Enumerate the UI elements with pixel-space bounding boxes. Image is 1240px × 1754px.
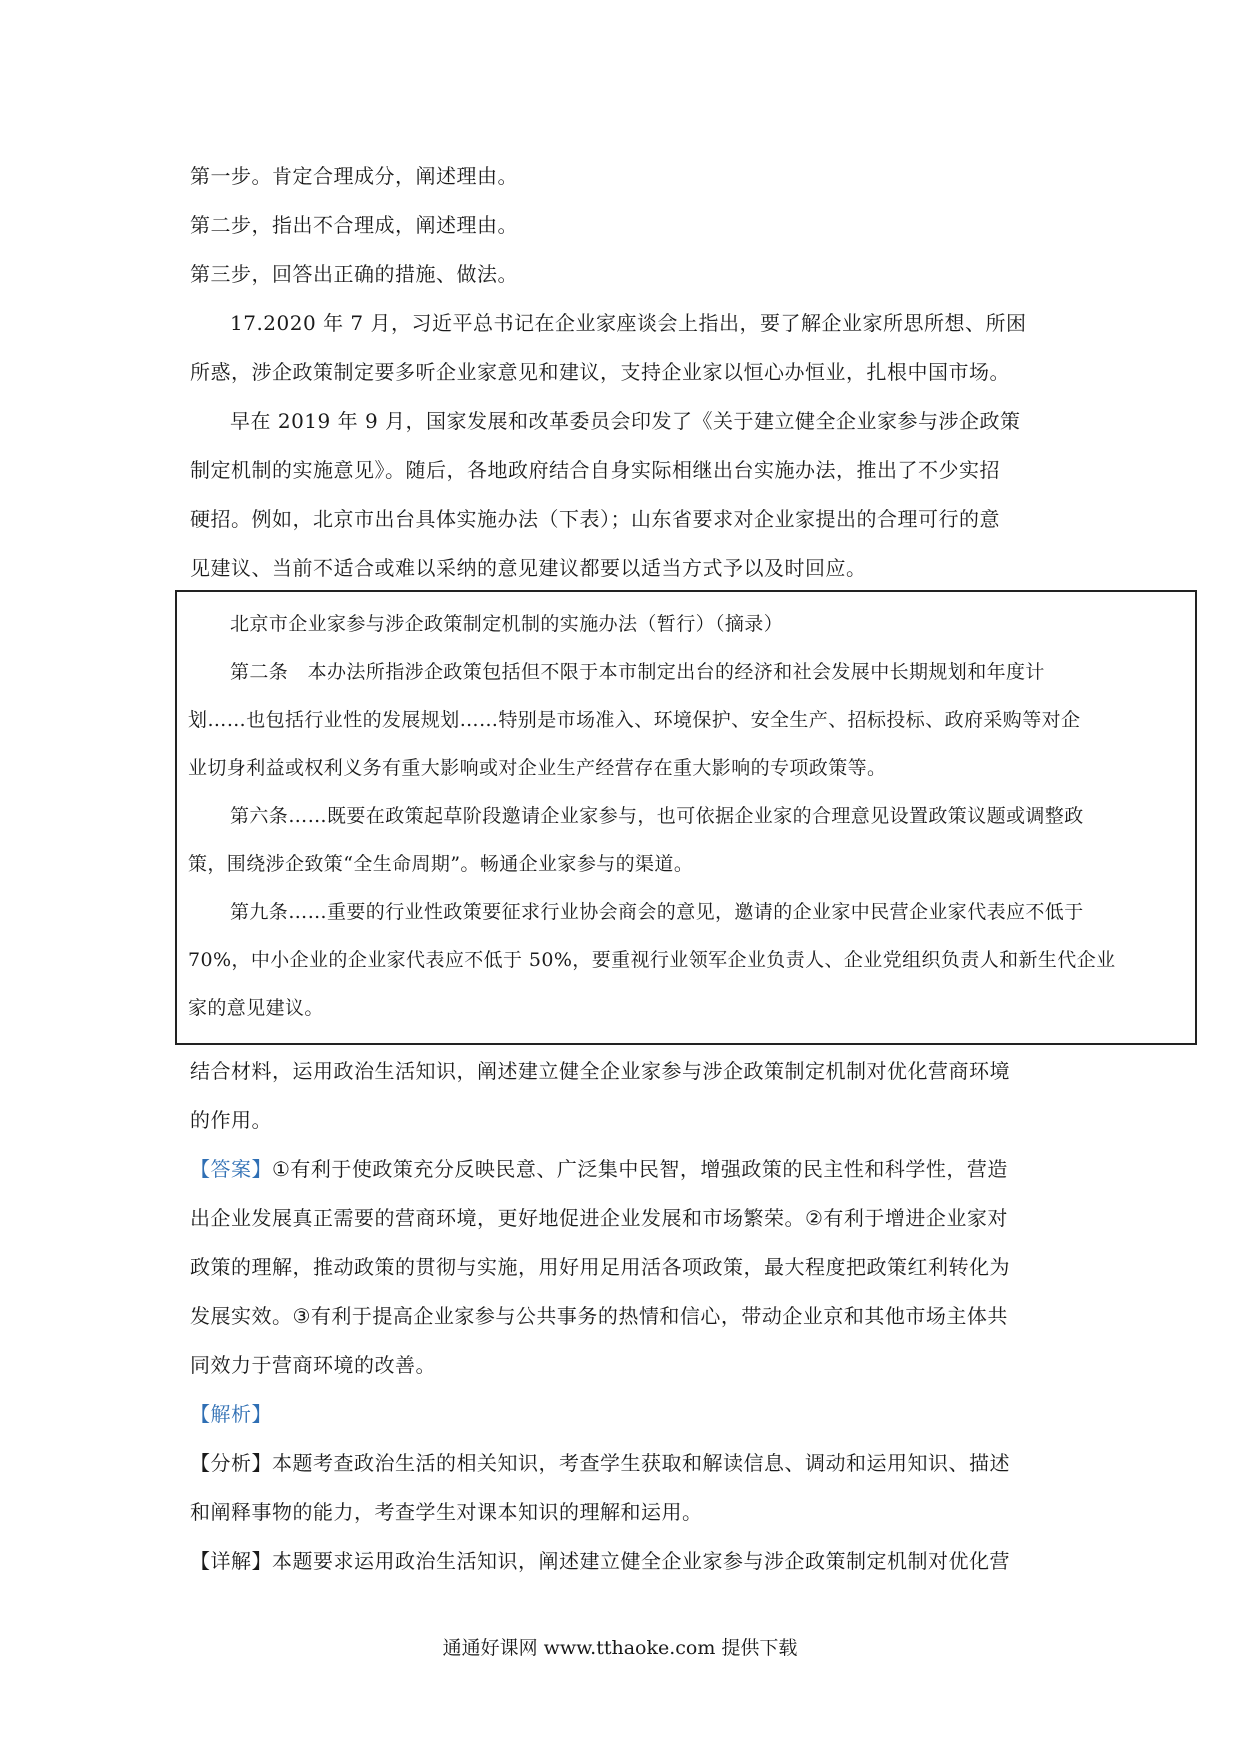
- question-p2-line3: 硬招。例如，北京市出台具体实施办法（下表）；山东省要求对企业家提出的合理可行的意: [190, 507, 1000, 531]
- step-2: 第二步，指出不合理成，阐述理由。: [190, 213, 518, 237]
- xj-text: 本题要求运用政治生活知识，阐述建立健全企业家参与涉企政策制定机制对优化营: [272, 1549, 1010, 1573]
- article-2-line2: 划……也包括行业性的发展规划……特别是市场准入、环境保护、安全生产、招标投标、政府采购等对企: [188, 709, 1081, 731]
- analysis-fx-line2: 和阐释事物的能力，考查学生对课本知识的理解和运用。: [190, 1500, 703, 1524]
- analysis-xj-line1: [190, 1547, 1010, 1575]
- analysis-tag: 【解析】: [190, 1402, 272, 1426]
- question-p2-line4: 见建议、当前不适合或难以采纳的意见建议都要以适当方式予以及时回应。: [190, 556, 867, 580]
- article-9-line1: 第九条……重要的行业性政策要征求行业协会商会的意见，邀请的企业家中民营企业家代表应不低于: [230, 901, 1084, 923]
- question-p2-line1: 早在 2019 年 9 月，国家发展和改革委员会印发了《关于建立健全企业家参与涉企政策: [230, 409, 1021, 433]
- answer-line4: 发展实效。③有利于提高企业家参与公共事务的热情和信心，带动企业京和其他市场主体共: [190, 1304, 1008, 1328]
- question-p1-line1: 17.2020 年 7 月，习近平总书记在企业家座谈会上指出，要了解企业家所思所想、所困: [230, 311, 1027, 335]
- footer-watermark: 通通好课网 www.tthaoke.com 提供下载: [442, 1637, 798, 1659]
- answer-line2: 出企业发展真正需要的营商环境，更好地促进企业发展和市场繁荣。②有利于增进企业家对: [190, 1206, 1008, 1230]
- answer-tag: 【答案】: [190, 1157, 272, 1181]
- answer-line3: 政策的理解，推动政策的贯彻与实施，用好用足用活各项政策，最大程度把政策红利转化为: [190, 1255, 1010, 1279]
- fx-text: 本题考查政治生活的相关知识，考查学生获取和解读信息、调动和运用知识、描述: [272, 1451, 1010, 1475]
- question-p2-line2: 制定机制的实施意见》。随后，各地政府结合自身实际相继出台实施办法，推出了不少实招: [190, 458, 1000, 482]
- article-6-line1: 第六条……既要在政策起草阶段邀请企业家参与，也可依据企业家的合理意见设置政策议题或调整政: [230, 805, 1084, 827]
- prompt-line1: 结合材料，运用政治生活知识，阐述建立健全企业家参与涉企政策制定机制对优化营商环境: [190, 1059, 1010, 1083]
- step-1: 第一步。肯定合理成分，阐述理由。: [190, 164, 518, 188]
- fx-tag: 【分析】: [190, 1451, 272, 1475]
- article-2-line3: 业切身利益或权利义务有重大影响或对企业生产经营存在重大影响的专项政策等。: [188, 757, 887, 779]
- xj-tag: 【详解】: [190, 1549, 272, 1573]
- step-3: 第三步，回答出正确的措施、做法。: [190, 262, 518, 286]
- article-2-line1: 第二条 本办法所指涉企政策包括但不限于本市制定出台的经济和社会发展中长期规划和年度计: [230, 661, 1045, 683]
- answer-line1: [190, 1155, 1008, 1183]
- article-9-line2: 70%，中小企业的企业家代表应不低于 50%，要重视行业领军企业负责人、企业党组织负责人和新生代企业: [188, 949, 1116, 971]
- analysis-fx-line1: [190, 1449, 1010, 1477]
- article-6-line2: 策，围绕涉企致策“全生命周期”。畅通企业家参与的渠道。: [188, 853, 694, 875]
- box-title: 北京市企业家参与涉企政策制定机制的实施办法（暂行）（摘录）: [230, 613, 784, 635]
- answer-text: ①有利于使政策充分反映民意、广泛集中民智，增强政策的民主性和科学性，营造: [272, 1157, 1008, 1181]
- answer-line5: 同效力于营商环境的改善。: [190, 1353, 436, 1377]
- article-9-line3: 家的意见建议。: [188, 997, 324, 1019]
- material-box: [175, 590, 1197, 1045]
- question-p1-line2: 所惑，涉企政策制定要多听企业家意见和建议，支持企业家以恒心办恒业，扎根中国市场。: [190, 360, 1010, 384]
- prompt-line2: 的作用。: [190, 1108, 272, 1132]
